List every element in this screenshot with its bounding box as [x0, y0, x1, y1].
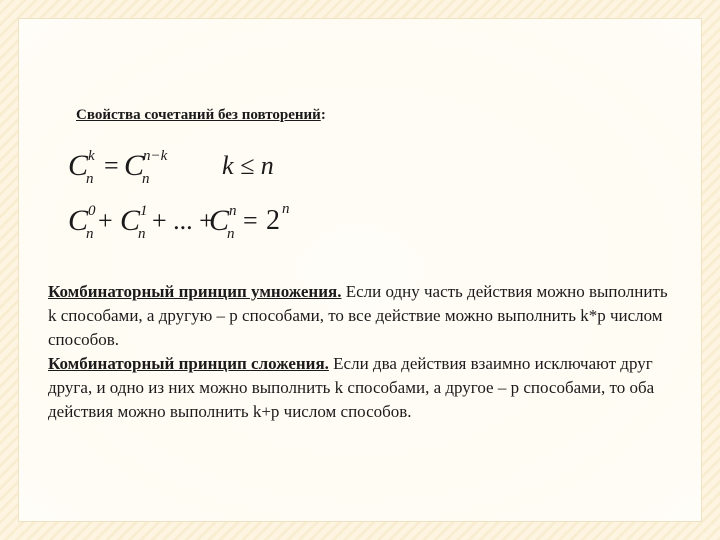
multiplication-principle-text: Если одну часть действия можно выполнить k способами, а другую – p способами, то все действие можно выполнить k*p числом способов.: [48, 282, 668, 349]
f2-t3-sub: n: [227, 226, 235, 242]
f2-plus1: +: [98, 206, 113, 235]
multiplication-principle-term: Комбинаторный принцип умножения.: [48, 282, 342, 301]
f2-t2-sup: 1: [140, 203, 148, 219]
f1-rhs-sup: n−k: [143, 148, 168, 164]
f1-lhs-sup: k: [88, 148, 95, 164]
f2-rhs-sup: n: [282, 201, 290, 217]
multiplication-principle: [48, 280, 668, 352]
f1-condition: k ≤ n: [222, 151, 274, 180]
properties-heading-colon: :: [320, 107, 326, 123]
symmetry-formula: [68, 148, 274, 187]
f1-lhs-sub: n: [86, 171, 94, 187]
f1-eq: =: [104, 151, 119, 180]
f1-rhs-base: C: [124, 149, 145, 182]
f2-t3-sup: n: [229, 203, 237, 219]
properties-heading-text: Свойства сочетаний без повторений: [76, 107, 321, 123]
addition-principle-text: Если два действия взаимно исключают друг друга, и одно из них можно выполнить k способами, а другое – p способами, то оба действия можно выполнить k+p числом способов.: [48, 354, 655, 421]
f2-plus2: + ... +: [152, 206, 214, 235]
addition-principle: [48, 352, 668, 424]
f2-t1-base: C: [68, 204, 89, 237]
f1-lhs-base: C: [68, 149, 89, 182]
f2-t2-base: C: [120, 204, 141, 237]
f2-t1-sup: 0: [88, 203, 96, 219]
sum-formula: [68, 201, 290, 242]
principles-text: [48, 280, 668, 424]
f2-rhs-base: 2: [266, 205, 280, 236]
addition-principle-term: Комбинаторный принцип сложения.: [48, 354, 329, 373]
f2-t3-base: C: [209, 204, 230, 237]
f2-eq: =: [243, 206, 258, 235]
f1-rhs-sub: n: [142, 171, 150, 187]
f2-t1-sub: n: [86, 226, 94, 242]
f2-t2-sub: n: [138, 226, 146, 242]
